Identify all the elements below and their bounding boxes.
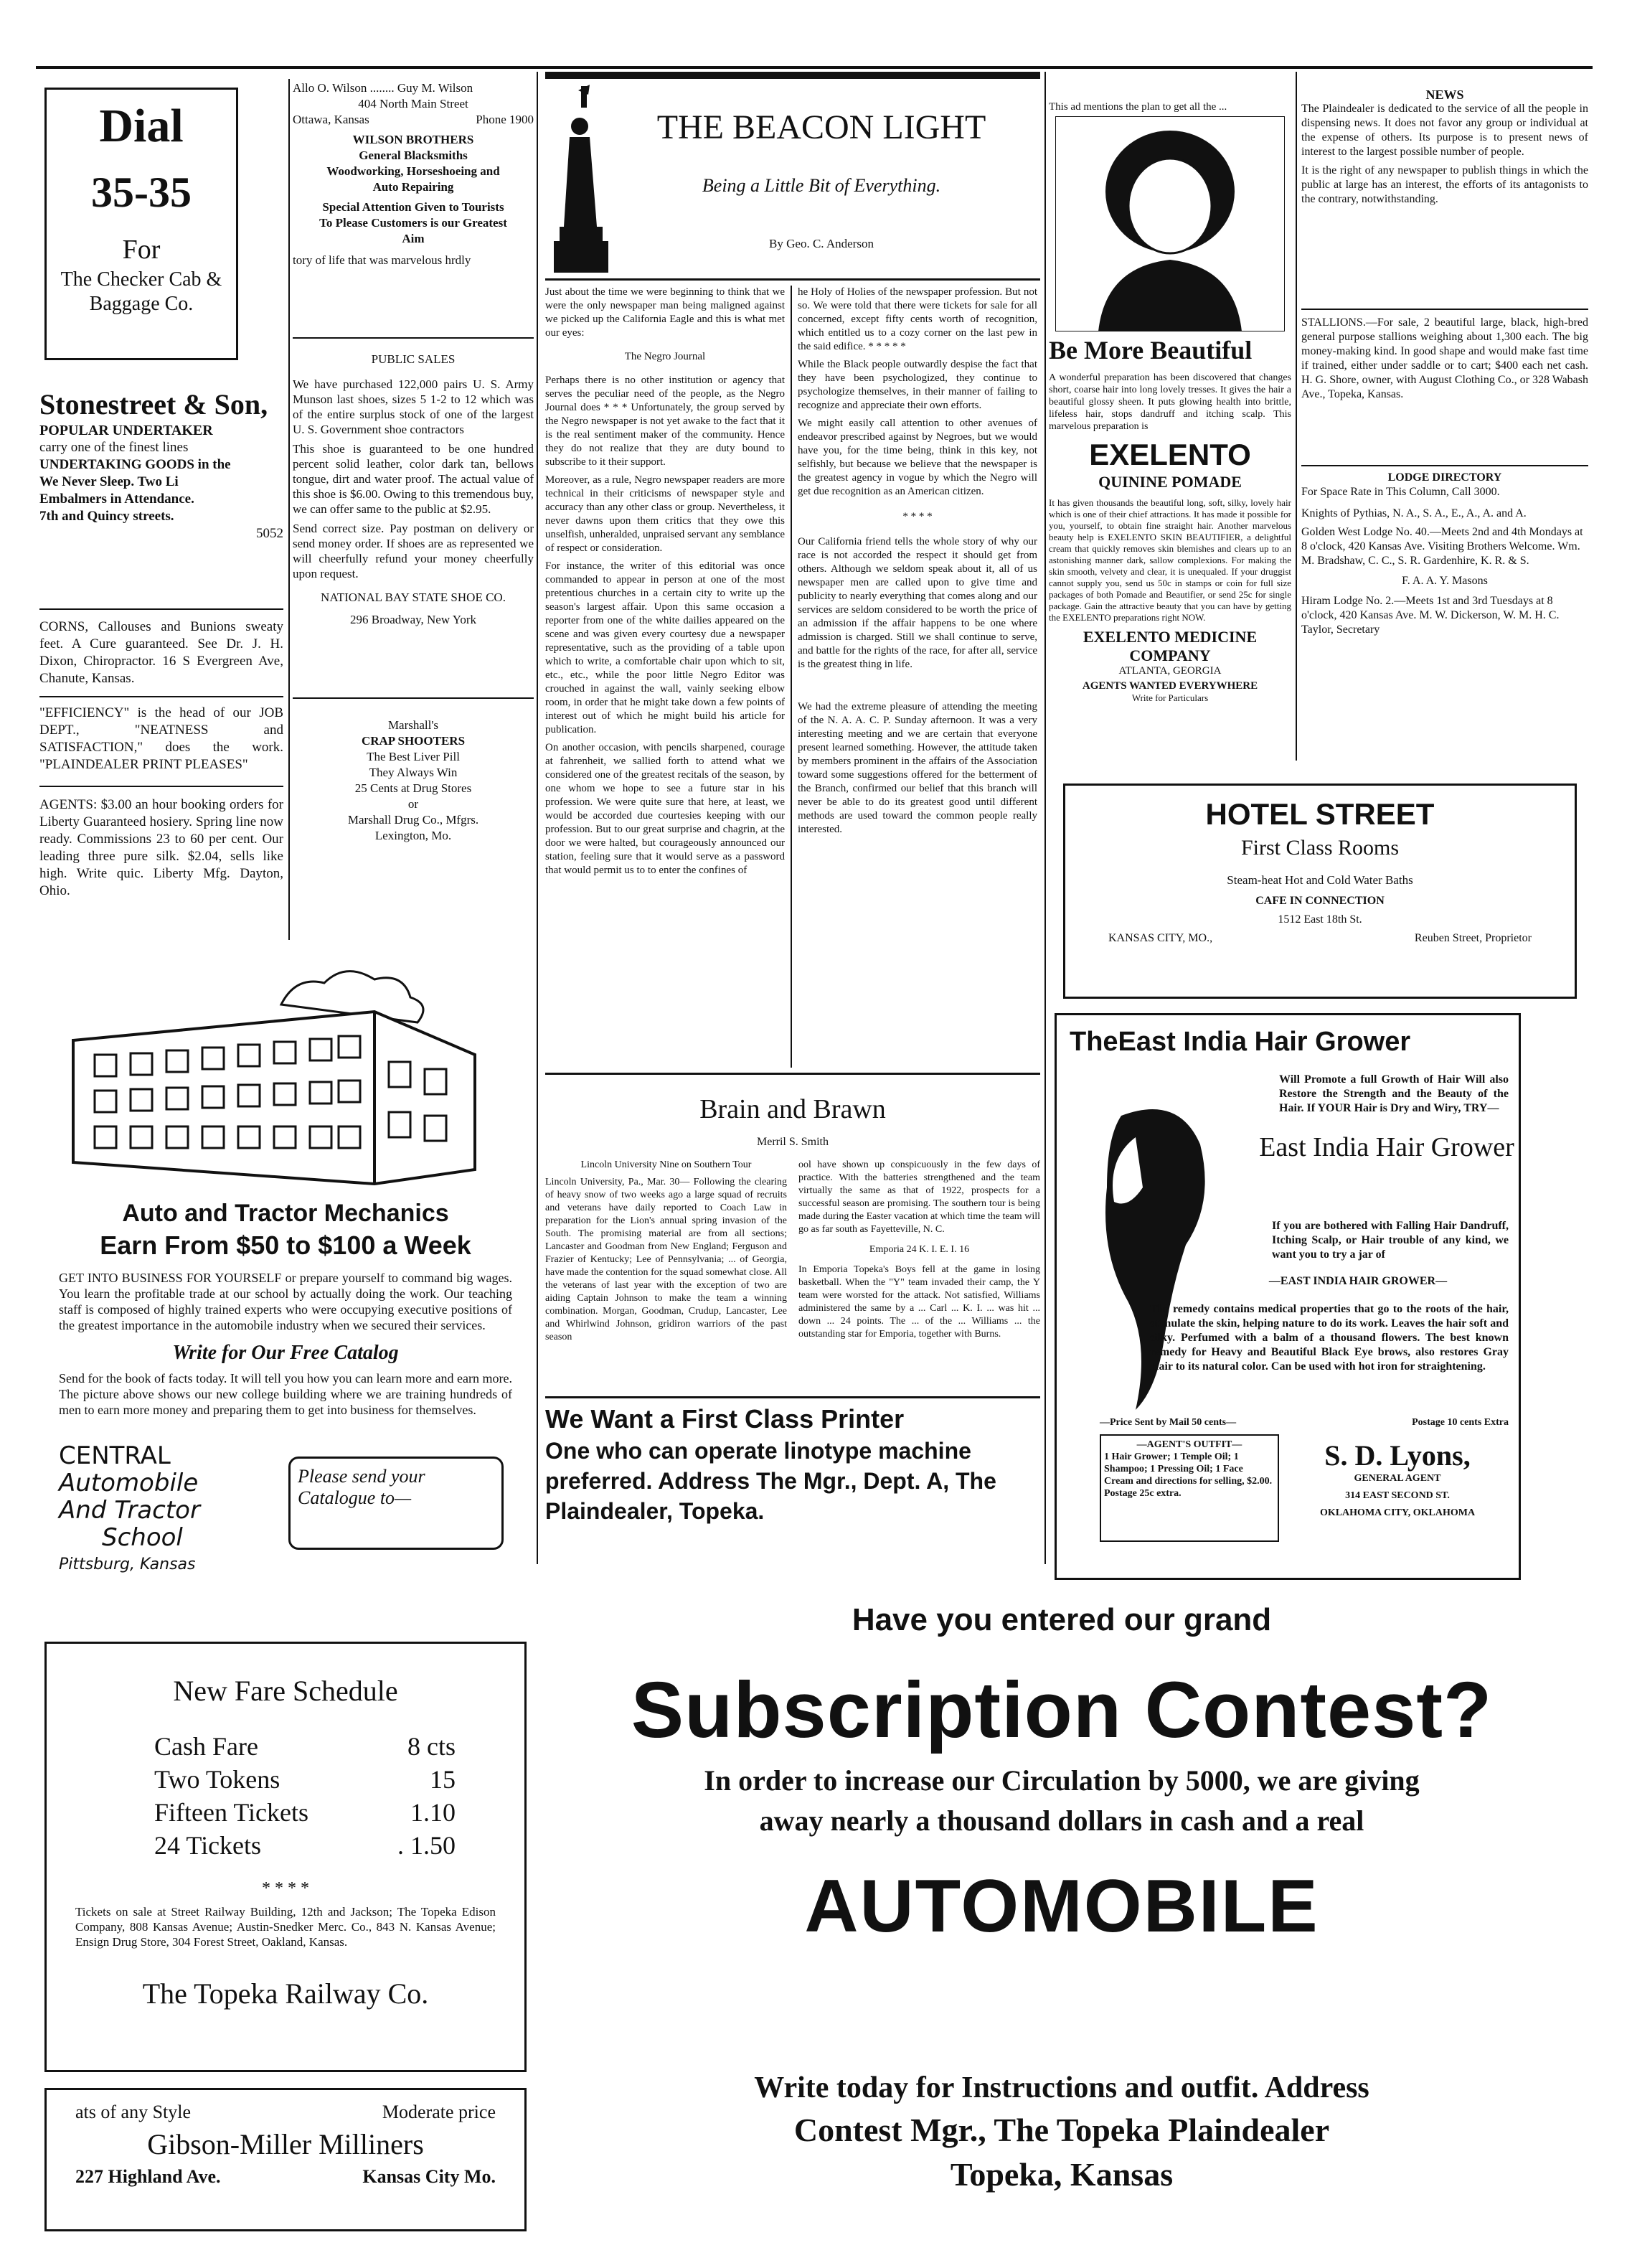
wilson-l3: Ottawa, Kansas: [293, 113, 369, 126]
contest-l1: Have you entered our grand: [852, 1602, 1272, 1637]
corns-ad: CORNS, Callouses and Bunions sweaty feet. A Cure guaranteed. See Dr. J. H. Dixon, Chiropractor. 16 S Evergreen Ave, Chanute, Kansas.: [39, 619, 283, 686]
beacon-c2-p2: While the Black people outwardly despise the fact that they have been psychologized, they continue to psychologize themselves, in their manner of failing to recognize and appreciate their own efforts.: [798, 359, 1037, 411]
beacon-c2-p4: Our California friend tells the whole story of why our race is not accorded the respect it should get from others. Although we seldom speak about it, all of us newspaper men are called upon to give time and publicity to nearly everything that comes along and our services are seldom considered to be worth the price of an admission if the affair happens to be one where admission is charged. Still we shall continue to serve, and battle for the rights of the race, for after all, service is the greatest thing in life.: [798, 536, 1037, 670]
wilson-l4: General Blacksmiths: [359, 149, 468, 162]
public-sales-title: PUBLIC SALES: [371, 352, 456, 366]
beacon-c2-p5: We had the extreme pleasure of attending the meeting of the N. A. A. C. P. Sunday afternoon. It was a very interesting meeting and we are certain that everyone present learned something. However, the attitude taken by members prominent in the affairs of the Association toward some suggestions offered for the betterment of the Branch, confirmed our belief that this branch will never be able to do its greatest good until different methods are used toward the common people really interested.: [798, 701, 1037, 835]
stonestreet-l6: 7th and Quincy streets.: [39, 509, 174, 524]
divider: [39, 786, 283, 787]
lodge-directory: [1301, 471, 1588, 758]
beacon-header: [545, 72, 1040, 280]
stonestreet-name: Stonestreet & Son,: [39, 388, 268, 420]
logo-l5: Pittsburg, Kansas: [59, 1556, 196, 1573]
news-p: The Plaindealer is dedicated to the service of all the people in dispensing news. It does not favor any group or individual at the expense of others. Its purpose is to present news of interest to the largest possible number of people.: [1301, 103, 1588, 158]
marshall-l4: They Always Win: [369, 766, 458, 779]
fare-row: [154, 1796, 456, 1829]
beacon-byline: By Geo. C. Anderson: [769, 237, 874, 250]
dial-title: Dial: [99, 100, 184, 152]
dial-number: 35-35: [91, 169, 192, 216]
beacon-c2-p3: We might easily call attention to other avenues of endeavor prescribed against by Negroes, but we would have you, for the time being, think in this key, not selfishly, but because we believe that the newspaper is the greatest agency in vogue by which the Negro will get due recognition as an American citizen.: [798, 418, 1037, 497]
agent-addr: 314 EAST SECOND ST.: [1345, 1490, 1450, 1501]
divider: [545, 278, 1040, 281]
printer-ad: [545, 1403, 1040, 1561]
wilson-l2: 404 North Main Street: [358, 97, 468, 110]
tractor-h2: Earn From $50 to $100 a Week: [100, 1231, 471, 1260]
brain-col-2: [798, 1159, 1040, 1348]
tractor-logo: [59, 1442, 274, 1578]
coupon-l2: Catalogue to—: [298, 1487, 412, 1508]
agent-name: S. D. Lyons,: [1324, 1439, 1471, 1472]
wilson-l9: Aim: [402, 232, 425, 245]
beacon-c1-p1: Just about the time we were beginning to think that we were the only newspaper man being maligned against we picked up the California Eagle and this is what met our eyes:: [545, 286, 785, 339]
milliners-ad: [44, 2088, 527, 2231]
marshall-l3: The Best Liver Pill: [367, 750, 460, 763]
agents-ad: AGENTS: $3.00 an hour booking orders for Liberty Guaranteed hosiery. Spring line now ready. Commissions 23 to 60 per cent. Our leading three pure silk. $2.04, sells like high. Write quic. Liberty Mfg. Dayton, Ohio.: [39, 797, 283, 898]
wilson-l7: Special Attention Given to Tourists: [322, 200, 504, 214]
wilson-name: WILSON BROTHERS: [352, 133, 474, 146]
fare-schedule-ad: [44, 1642, 527, 2072]
dial-company: The Checker Cab & Baggage Co.: [60, 268, 222, 315]
public-sales-p3: Send correct size. Pay postman on delivery or send money order. If shoes are as represented we will cheerfully refund your money cheerfully upon request.: [293, 522, 534, 580]
lodge-title: LODGE DIRECTORY: [1387, 471, 1502, 484]
hotel-title: HOTEL STREET: [1205, 797, 1435, 831]
hotel-l3: 1512 East 18th St.: [1278, 913, 1362, 926]
lodge-sub: For Space Rate in This Column, Call 3000.: [1301, 486, 1500, 498]
hotel-row: [1108, 932, 1532, 945]
tractor-p: GET INTO BUSINESS FOR YOURSELF or prepare yourself to command big wages. You learn the profitable trade at our school by actually doing the work. Our teaching staff is composed of highly trained experts who were occupying executive positions of the greatest importance in the automobile industry when we secured their services.: [59, 1271, 512, 1332]
divider: [1301, 465, 1588, 466]
dial-ad: [44, 88, 238, 360]
hotel-l4: KANSAS CITY, MO.,: [1108, 932, 1213, 944]
beacon-c2-p1: he Holy of Holies of the newspaper profession. But not so. We were told that there were tickets for sale for all concerned, except fifty cents worth of recognition, which entitled us to a cozy corner on the last pew in the said edifice. * * * * *: [798, 286, 1037, 352]
beautiful-city: ATLANTA, GEORGIA: [1118, 665, 1222, 677]
agent-city: OKLAHOMA CITY, OKLAHOMA: [1319, 1507, 1476, 1518]
news-title: NEWS: [1425, 88, 1464, 102]
stonestreet-l2: carry one of the finest lines: [39, 440, 189, 455]
fare-row: [154, 1730, 456, 1763]
milliners-l2: Moderate price: [382, 2102, 496, 2122]
dial-for: For: [122, 235, 161, 265]
milliners-addr: 227 Highland Ave.: [75, 2166, 221, 2187]
outfit-title: —AGENT'S OUTFIT—: [1136, 1439, 1242, 1450]
beautiful-brand: EXELENTO: [1089, 438, 1251, 471]
tractor-school-ad: [44, 954, 527, 1586]
contest-l8: Topeka, Kansas: [950, 2156, 1174, 2193]
brain-c2: ool have shown up conspicuously in the few days of practice. With the batteries strengthened and the team virtually the same as that of 1922, prospects for a successful season are promising. The southern tour is being made during the Easter vacation at which time the team will go as far south as Fayetteville, N. C.: [798, 1159, 1040, 1235]
lodge-masons: F. A. A. Y. Masons: [1402, 575, 1488, 587]
beautiful-co: EXELENTO MEDICINE COMPANY: [1083, 628, 1258, 664]
marshall-l1: Marshall's: [387, 718, 439, 732]
beautiful-write: Write for Particulars: [1131, 692, 1209, 703]
fare-row: [154, 1829, 456, 1862]
beacon-c1-p3: Moreover, as a rule, Negro newspaper readers are more technical in their criticisms of newspaper style and accuracy than any other class or group. Nevertheless, it never dawns upon them critics that they owe this unselfish, unheralded, unpraised servant any semblance of respect or consideration.: [545, 474, 785, 554]
printer-l1: We Want a First Class Printer: [545, 1404, 905, 1434]
brain-title: Brain and Brawn: [699, 1094, 886, 1124]
fare-stars: * * * *: [262, 1879, 309, 1898]
column-rule: [791, 286, 792, 1068]
lodge-p1: Knights of Pythias, N. A., S. A., E., A., A. and A.: [1301, 507, 1527, 519]
agent-outfit-box: [1100, 1434, 1279, 1542]
lodge-p3: Hiram Lodge No. 2.—Meets 1st and 3rd Tuesdays at 8 o'clock, 420 Kansas Ave. M. W. Dickerson, W. M. H. C. Taylor, Secretary: [1301, 595, 1560, 636]
stonestreet-ad: [39, 387, 283, 603]
statue-of-liberty-icon: [550, 83, 614, 277]
logo-l1: CENTRAL: [59, 1441, 171, 1470]
wilson-row: [293, 112, 534, 128]
efficiency-ad: "EFFICIENCY" is the head of our JOB DEPT., "NEATNESS and SATISFACTION," does the work. "PLAINDEALER PRINT PLEASES": [39, 705, 283, 772]
tractor-h1: Auto and Tractor Mechanics: [122, 1200, 449, 1227]
beautiful-brand2: QUININE POMADE: [1098, 473, 1242, 491]
east-india-ad: [1055, 1013, 1521, 1580]
brain-h1: Lincoln University Nine on Southern Tour: [580, 1159, 752, 1170]
divider: [545, 1396, 1040, 1398]
marshall-l2: CRAP SHOOTERS: [361, 734, 466, 748]
wilson-l5: Woodworking, Horseshoeing and: [326, 164, 500, 178]
marshall-ad: [293, 717, 534, 890]
stonestreet-num: 5052: [256, 526, 283, 541]
hotel-l2: CAFE IN CONNECTION: [1255, 895, 1385, 907]
beacon-col-1: [545, 286, 785, 1068]
beacon-col-2: [798, 286, 1037, 1068]
milliners-bottom: [75, 2166, 496, 2188]
eastindia-h: East India Hair Grower: [1259, 1132, 1514, 1162]
beacon-title: THE BEACON LIGHT: [656, 108, 986, 146]
wilson-l8: To Please Customers is our Greatest: [319, 216, 507, 230]
divider: [1301, 309, 1588, 310]
beautiful-title: Be More Beautiful: [1049, 336, 1253, 364]
column-rule: [1296, 72, 1297, 761]
tractor-catalog: Write for Our Free Catalog: [172, 1342, 399, 1364]
milliners-name: Gibson-Miller Milliners: [147, 2128, 424, 2160]
wilson-ad: [293, 80, 534, 353]
fare-row: [154, 1763, 456, 1796]
hotel-street-ad: [1063, 784, 1577, 999]
brain-byline: Merril S. Smith: [756, 1136, 829, 1148]
eastindia-price: —Price Sent by Mail 50 cents—: [1100, 1417, 1237, 1428]
stonestreet-l1: POPULAR UNDERTAKER: [39, 423, 213, 438]
stonestreet-l5: Embalmers in Attendance.: [39, 491, 194, 507]
beautiful-top: This ad mentions the plan to get all the ...: [1049, 101, 1227, 113]
school-building-illustration: [44, 954, 527, 1191]
eastindia-title: TheEast India Hair Grower: [1070, 1027, 1411, 1057]
beacon-stars: * * * *: [902, 511, 933, 522]
eastindia-p3: The remedy contains medical properties that go to the roots of the hair, stimulate the skin, helping nature to do its work. Leaves the hair soft and silky. Perfumed with a balm of a thousand flowers. The best known remedy for Heavy and Beautiful Black Eye brows, also restores Gray Hair to its natural color. Can be used with hot iron for straightening.: [1150, 1303, 1509, 1373]
brain-col-1: [545, 1159, 787, 1348]
fare-label: Two Tokens: [154, 1765, 280, 1794]
brain-c3: In Emporia Topeka's Boys fell at the game in losing basketball. When the "Y" team invaded their camp, the Y team were worsted for the attack. Not satisfied, Williams administered the same by a ... Carl ... K. I. ... was hit ... down ... 24 points. The ... of the ... Williams ... the outstanding star for Emporia, together with Burns.: [798, 1264, 1040, 1340]
column-rule: [1044, 72, 1046, 1564]
marshall-l5: 25 Cents at Drug Stores: [354, 781, 472, 795]
catalog-coupon[interactable]: [288, 1457, 504, 1550]
fare-company: The Topeka Railway Co.: [142, 1977, 429, 2010]
fare-value: 1.10: [410, 1798, 456, 1827]
fare-label: Cash Fare: [154, 1732, 258, 1761]
brain-c1: Lincoln University, Pa., Mar. 30— Following the clearing of heavy snow of two weeks ago a large squad of recruits and veterans have daily reported to Coach Law in preparation for the Lion's annual spring invasion of the South. The promising material are from all sections; Lancaster and Goodman from New England; Ferguson and Frazier of Kentucky; Lee of Pennsylvania; ... of Georgia, have made the contention for the squad somewhat close. All the veterans of last year with the exception of two are aiding Captain Johnson to make the team a winning combination. Morgan, Goodman, Crudup, Lancaster, Lee and Whirlwind Johnson, gridiron warriors of the past season: [545, 1177, 787, 1342]
woman-portrait-illustration: [1055, 116, 1285, 331]
news-p2: It is the right of any newspaper to publish things in which the public at large has an interest, the efforts of its antagonists to the contrary, notwithstanding.: [1301, 164, 1588, 205]
wilson-l10: tory of life that was marvelous hrdly: [293, 253, 471, 267]
beacon-c1-head: The Negro Journal: [624, 351, 706, 362]
eastindia-price-row: [1100, 1417, 1509, 1429]
divider: [293, 337, 534, 339]
beautiful-p1: A wonderful preparation has been discovered that changes short, coarse hair into long lovely tresses. It gives the hair a beautiful glossy sheen. It puts glowing health into brittle, lifeless hair, stops dandruff and itching scalp. This marvelous preparation is: [1049, 372, 1291, 432]
beacon-c1-p4: For instance, the writer of this editorial was once commanded to appear in person at one of the most pretentious churches in a certain city to write up the season's largest affair. Upon this same occasion a reporter from one of the white dailies appeared on the scene and was given every courtesy due a newspaper representative, such as the providing of a table upon which to write, a comfortable chair upon which to sit, etc., etc., while the poor little Negro Editor was crouched in against the wall, vainly seeking elbow room, in order that he might take down a few points of interest out of which he might build his article for publication.: [545, 560, 785, 735]
milliners-l1: ats of any Style: [75, 2102, 192, 2122]
marshall-l7: Marshall Drug Co., Mfgrs.: [347, 813, 479, 827]
public-sales-p1: We have purchased 122,000 pairs U. S. Army Munson last shoes, sizes 5 1-2 to 12 which was of the entire surplus stock of one of the largest U. S. Government shoe contractors: [293, 377, 534, 436]
eastindia-p1: Will Promote a full Growth of Hair Will also Restore the Strength and the Beauty of the Hair. If YOUR Hair is Dry and Wiry, TRY—: [1279, 1073, 1509, 1114]
stallions-ad: STALLIONS.—For sale, 2 beautiful large, black, high-bred general purpose stallions weighing about 1,300 each. The big money-making kind. In good shape and would make fast time if trained, either under saddle or to cart; $400 each net cash. H. G. Shore, owner, with August Clothing Co., or 328 Wabash Ave., Topeka, Kansas.: [1301, 316, 1588, 400]
beautiful-ad: [1049, 100, 1291, 710]
fare-value: 15: [430, 1765, 456, 1794]
public-sales-co: NATIONAL BAY STATE SHOE CO.: [321, 590, 506, 604]
beautiful-p2: It has given thousands the beautiful long, soft, silky, lovely hair which is one of their chief attractions. It has made it possible for you, yourself, to obtain fine straight hair. Another marvelous beauty help is EXELENTO SKIN BEAUTIFIER, a delightful cream that quickly removes skin blemishes and clears up to an astonishing manner dark, sallow complexions. For making the skin smooth, velvety and clear, it is unequaled. If your druggist cannot supply you, send us 50c in stamps or coin for full size packages of both Pomade and Beautifier, or send 25c for single package. Gain the attractive beauty that you can have by getting the EXELENTO preparations right NOW.: [1049, 497, 1291, 623]
hotel-l5: Reuben Street, Proprietor: [1414, 932, 1532, 944]
top-rule: [36, 66, 1593, 69]
logo-l3: And Tractor: [59, 1496, 200, 1525]
tractor-p2: Send for the book of facts today. It will tell you how you can learn more and earn more. The picture above shows our new college building where we are training hundreds of men to earn more money and preparing them to get into business for themselves.: [59, 1371, 512, 1417]
eastindia-postage: Postage 10 cents Extra: [1412, 1417, 1509, 1428]
fare-table: [154, 1730, 456, 1862]
column-rule: [537, 72, 538, 1564]
contest-l5: AUTOMOBILE: [804, 1865, 1319, 1948]
milliners-city: Kansas City Mo.: [362, 2166, 496, 2187]
agent-block: [1286, 1439, 1509, 1519]
fare-label: 24 Tickets: [154, 1831, 262, 1860]
subscription-contest: [531, 1586, 1593, 2260]
fare-note: Tickets on sale at Street Railway Building, 12th and Jackson; The Topeka Edison Company, 808 Kansas Avenue; Austin-Snedker Merc. Co., 843 N. Kansas Avenue; Ensign Drug Store, 304 Forest Street, Oakland, Kansas.: [75, 1905, 496, 1949]
brain-h2: Emporia 24 K. I. E. I. 16: [869, 1244, 970, 1255]
hotel-l1: Steam-heat Hot and Cold Water Baths: [1227, 873, 1413, 887]
contest-l4: away nearly a thousand dollars in cash and a real: [759, 1804, 1364, 1837]
column-rule: [288, 79, 290, 940]
fare-value: 8 cts: [407, 1732, 456, 1761]
marshall-l8: Lexington, Mo.: [374, 829, 452, 842]
contest-l3: In order to increase our Circulation by 5000, we are giving: [704, 1764, 1420, 1797]
divider: [545, 1073, 1040, 1075]
public-sales-p2: This shoe is guaranteed to be one hundred percent solid leather, color dark tan, bellows tongue, dirt and water proof. The actual value of this shoe is $6.00. Owing to this tremendous buy, we can offer same to the public at $2.95.: [293, 442, 534, 516]
coupon-l1: Please send your: [298, 1466, 425, 1487]
fare-title: New Fare Schedule: [173, 1675, 398, 1707]
contest-l7: Contest Mgr., The Topeka Plaindealer: [793, 2112, 1330, 2148]
logo-l2: Automobile: [59, 1469, 199, 1497]
public-sales: [293, 352, 534, 667]
contest-l2: Subscription Contest?: [631, 1666, 1493, 1754]
beautiful-agents: AGENTS WANTED EVERYWHERE: [1082, 680, 1258, 692]
wilson-l6: Auto Repairing: [372, 180, 454, 194]
agent-title: GENERAL AGENT: [1354, 1473, 1441, 1484]
logo-l4: School: [102, 1523, 183, 1552]
lodge-p2: Golden West Lodge No. 40.—Meets 2nd and 4th Mondays at 8 o'clock, 420 Kansas Ave. Visiting Brothers Welcome. Wm. M. Bradshaw, C. C., S. R. Gardenhire, K. R. & S.: [1301, 526, 1583, 567]
divider: [39, 696, 283, 697]
fare-label: Fifteen Tickets: [154, 1798, 309, 1827]
beacon-c1-p2: Perhaps there is no other institution or agency that serves the peculiar need of the people, as the Negro Journal does * * * Unfortunately, the group served by the Negro newspaper is not yet awake to the fact that it is the real sentiment maker of the community. Hence they do not realize that they are duty bound to subscribe to it their support.: [545, 375, 785, 468]
fare-value: . 1.50: [397, 1831, 456, 1860]
outfit-text: 1 Hair Grower; 1 Temple Oil; 1 Shampoo; 1 Pressing Oil; 1 Face Cream and directions for selling, $2.00. Postage 25c extra.: [1104, 1451, 1273, 1499]
divider: [39, 608, 283, 610]
public-sales-addr: 296 Broadway, New York: [350, 613, 476, 626]
wilson-phone: Phone 1900: [476, 113, 534, 126]
hotel-sub: First Class Rooms: [1240, 836, 1400, 860]
brain-brawn: [545, 1080, 1040, 1396]
stonestreet-l3: UNDERTAKING GOODS in the: [39, 457, 231, 472]
beacon-c1-p5: On another occasion, with pencils sharpened, courage at fahrenheit, we sallied forth to attend what we considered one of the greatest recitals of the season, by one whom we hope to see a future star in his profession. We were quite sure that here, at least, we would be accorded due courtesies keeping with our profession. But to our great surprise and chagrin, at the door we were halted, but courageously announced our station, feeling sure that it would serve as a password that would permit us to to enter the confines of: [545, 742, 785, 876]
brain-columns: [545, 1159, 1040, 1348]
milliners-top: [75, 2102, 496, 2123]
marshall-l6: or: [407, 797, 419, 811]
news-box: [1301, 88, 1588, 310]
eastindia-p2: If you are bothered with Falling Hair Dandruff, Itching Scalp, or Hair trouble of any kind, we want you to try a jar of: [1272, 1220, 1509, 1261]
eastindia-h2: —EAST INDIA HAIR GROWER—: [1268, 1275, 1448, 1287]
beacon-sub: Being a Little Bit of Everything.: [702, 175, 941, 196]
contest-l6: Write today for Instructions and outfit. Address: [754, 2071, 1369, 2104]
stonestreet-l4: We Never Sleep. Two Li: [39, 474, 179, 489]
wilson-l1: Allo O. Wilson ........ Guy M. Wilson: [293, 81, 473, 95]
divider: [293, 697, 534, 699]
printer-l2: One who can operate linotype machine preferred. Address The Mgr., Dept. A, The Plaindealer, Topeka.: [545, 1438, 996, 1524]
